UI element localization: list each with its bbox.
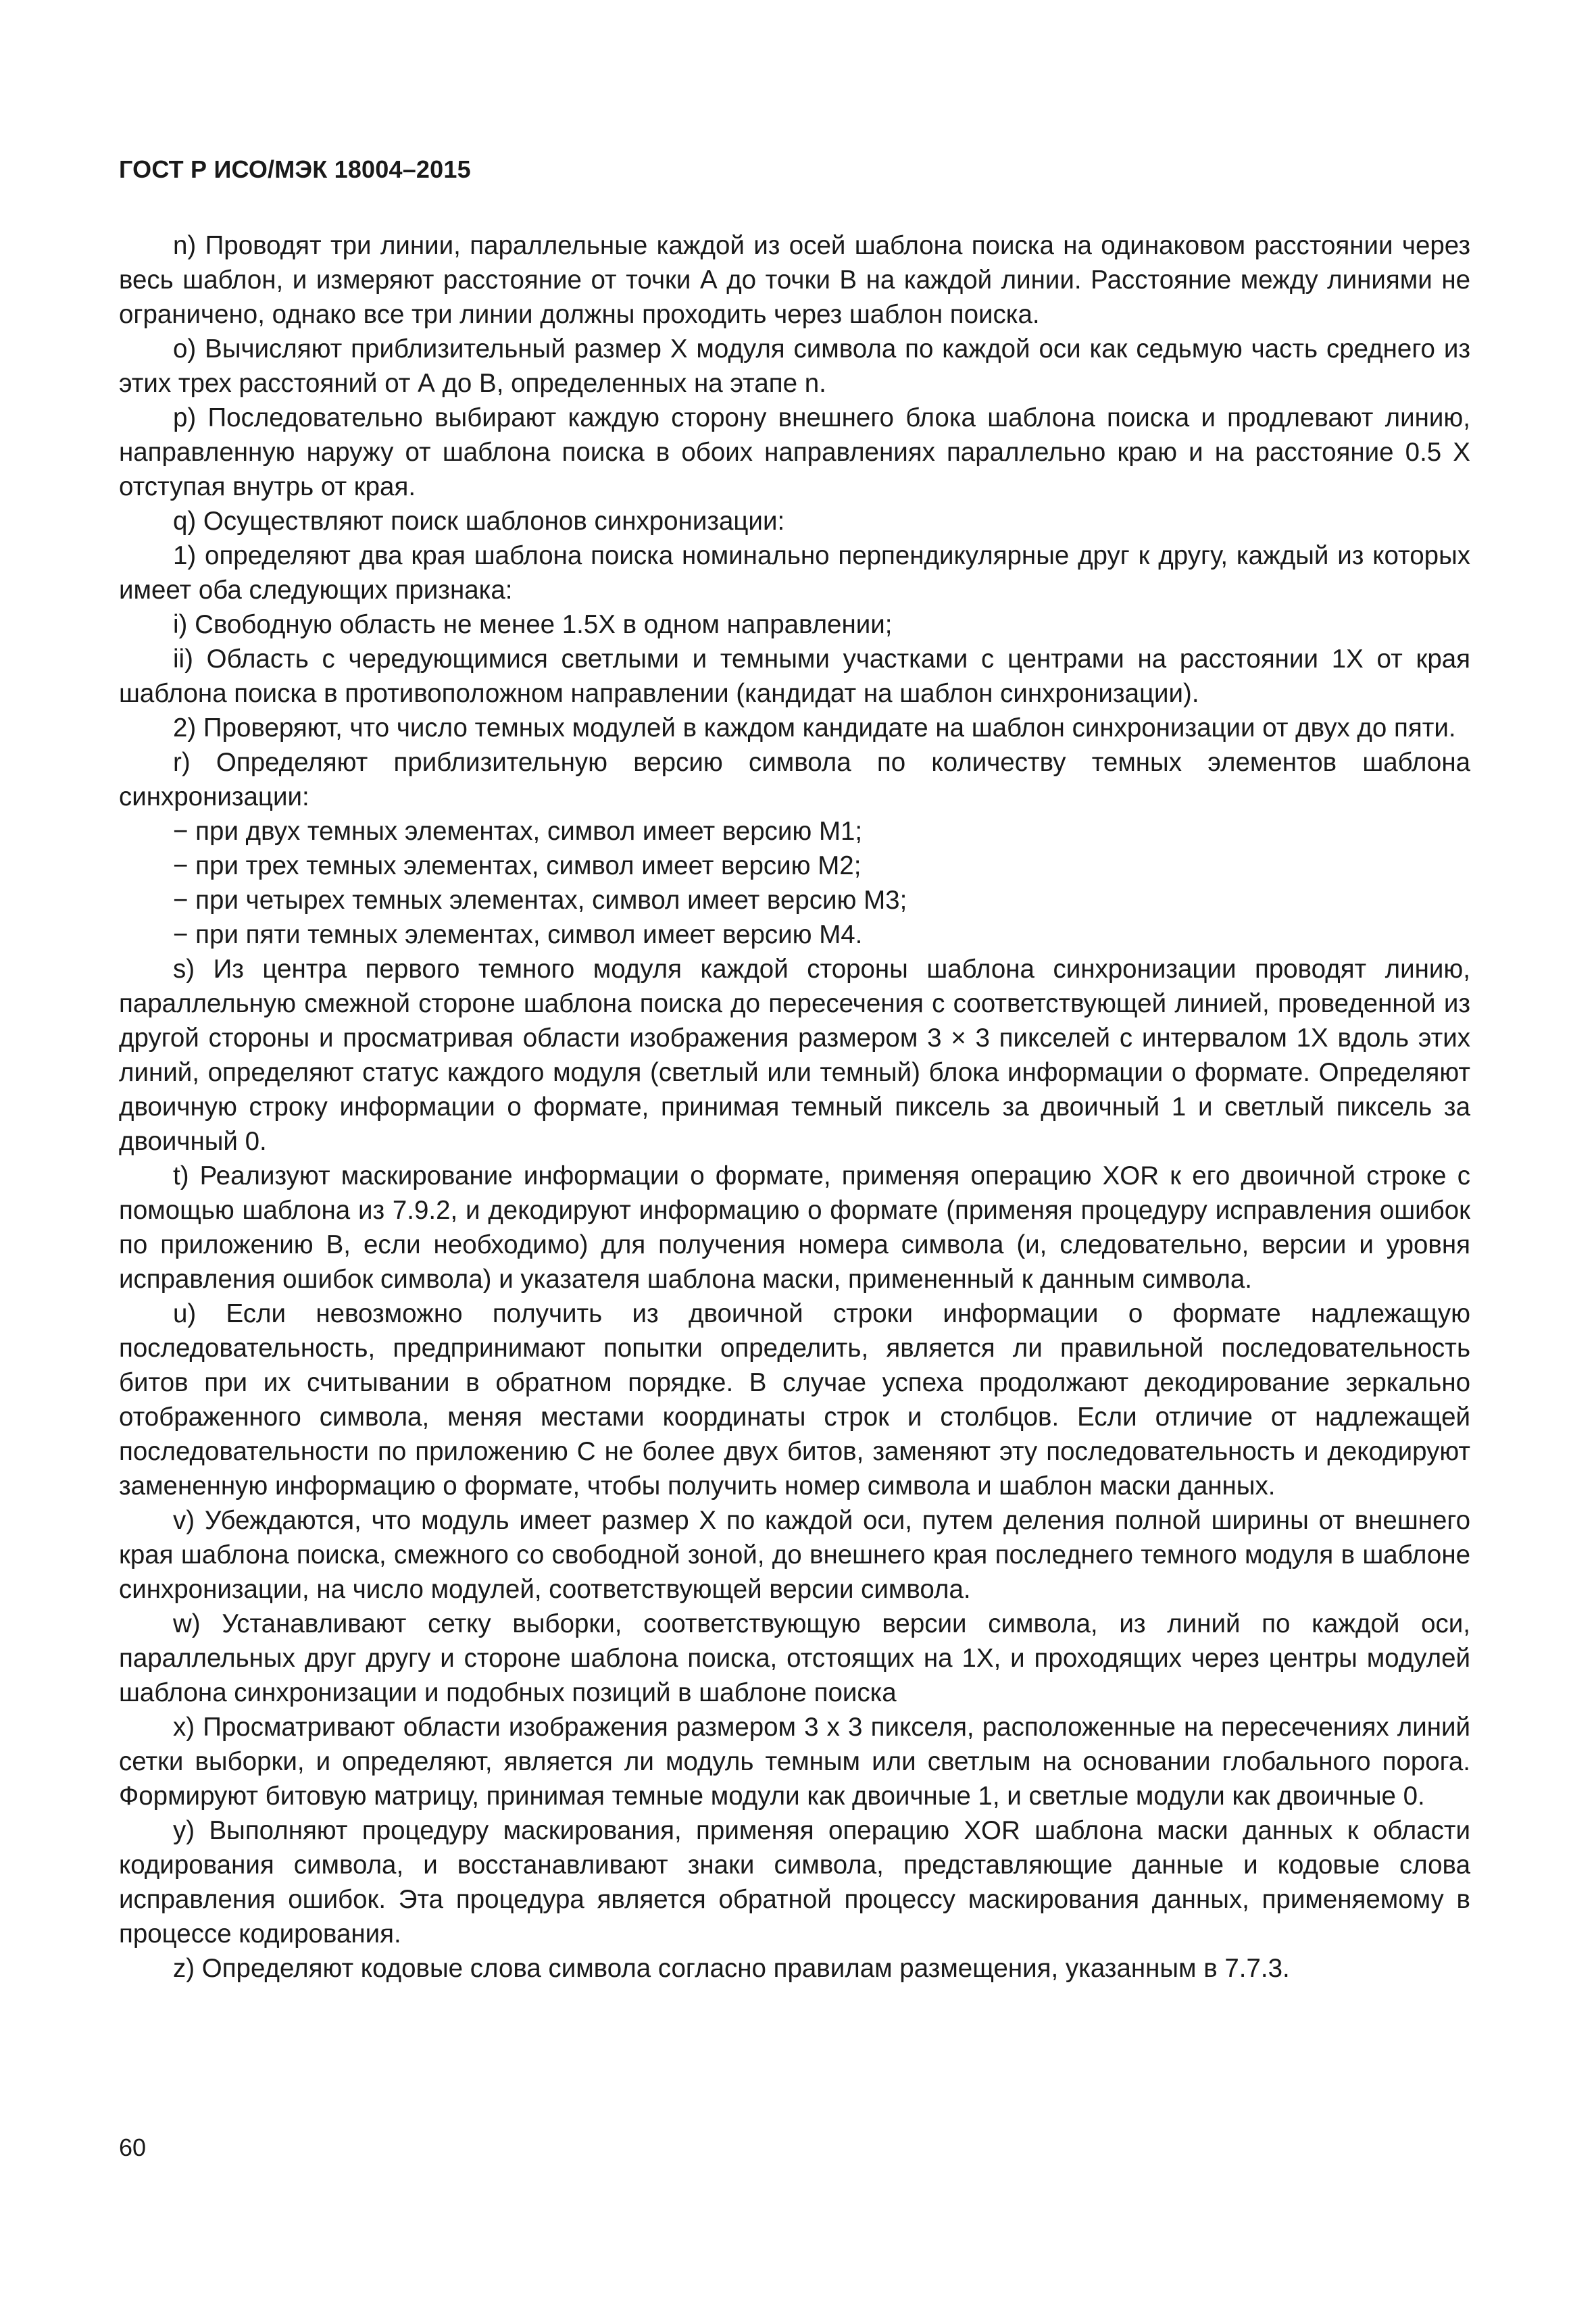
paragraph: − при пяти темных элементах, символ имеет версию M4. — [173, 920, 863, 949]
paragraph: − при двух темных элементах, символ имеет версию M1; — [173, 817, 863, 846]
paragraph: p) Последовательно выбирают каждую сторону внешнего блока шаблона поиска и продлевают линию, направленную наружу от шаблона поиска в обоих направлениях параллельно краю и на расстояние 0.5 X отступая внутрь от края. — [119, 403, 1470, 501]
paragraph: 1) определяют два края шаблона поиска номинально перпендикулярные друг к другу, каждый из которых имеет оба следующих признака: — [119, 541, 1470, 605]
paragraph: 2) Проверяют, что число темных модулей в каждом кандидате на шаблон синхронизации от двух до пяти. — [173, 713, 1456, 743]
paragraph: t) Реализуют маскирование информации о формате, применяя операцию XOR к его двоичной строке с помощью шаблона из 7.9.2, и декодируют информацию о формате (применяя процедуру исправления ошибок по приложению В, если необходимо) для получения номера символа (и, следовательно, версии и уровня исправления ошибок символа) и указателя шаблона маски, примененный к данным символа. — [119, 1161, 1470, 1294]
paragraph: ii) Область с чередующимися светлыми и темными участками с центрами на расстоянии 1X от края шаблона поиска в противоположном направлении (кандидат на шаблон синхронизации). — [119, 645, 1470, 708]
paragraph: x) Просматривают области изображения размером 3 x 3 пикселя, расположенные на пересечениях линий сетки выборки, и определяют, является ли модуль темным или светлым на основании глобального порога. Формируют битовую матрицу, принимая темные модули как двоичные 1, и светлые модули как двоичные 0. — [119, 1713, 1470, 1811]
paragraph: q) Осуществляют поиск шаблонов синхронизации: — [173, 507, 785, 536]
paragraph: z) Определяют кодовые слова символа согласно правилам размещения, указанным в 7.7.3. — [173, 1954, 1290, 1983]
paragraph: o) Вычисляют приблизительный размер X модуля символа по каждой оси как седьмую часть среднего из этих трех расстояний от А до В, определенных на этапе n. — [119, 334, 1470, 398]
paragraph: s) Из центра первого темного модуля каждой стороны шаблона синхронизации проводят линию, параллельную смежной стороне шаблона поиска до пересечения с соответствующей линией, проведенной из другой стороны и просматривая области изображения размером 3 × 3 пикселей с интервалом 1X вдоль этих линий, определяют статус каждого модуля (светлый или темный) блока информации о формате. Определяют двоичную строку информации о формате, принимая темный пиксель за двоичный 1 и светлый пиксель за двоичный 0. — [119, 955, 1470, 1156]
paragraph: − при четырех темных элементах, символ имеет версию M3; — [173, 886, 907, 915]
paragraph: u) Если невозможно получить из двоичной строки информации о формате надлежащую последовательность, предпринимают попытки определить, является ли правильной последовательность битов при их считывании в обратном порядке. В случае успеха продолжают декодирование зеркально отображенного символа, меняя местами координаты строк и столбцов. Если отличие от надлежащей последовательности по приложению С не более двух битов, заменяют эту последовательность и декодируют замененную информацию о формате, чтобы получить номер символа и шаблон маски данных. — [119, 1299, 1470, 1501]
paragraph: n) Проводят три линии, параллельные каждой из осей шаблона поиска на одинаковом расстоянии через весь шаблон, и измеряют расстояние от точки А до точки В на каждой линии. Расстояние между линиями не ограничено, однако все три линии должны проходить через шаблон поиска. — [119, 231, 1470, 329]
paragraph: − при трех темных элементах, символ имеет версию M2; — [173, 851, 862, 880]
document-body — [119, 228, 1470, 1986]
paragraph: y) Выполняют процедуру маскирования, применяя операцию XOR шаблона маски данных к области кодирования символа, и восстанавливают знаки символа, представляющие данные и кодовые слова исправления ошибок. Эта процедура является обратной процессу маскирования данных, применяемому в процессе кодирования. — [119, 1816, 1470, 1948]
page-number: 60 — [119, 2134, 147, 2161]
paragraph: v) Убеждаются, что модуль имеет размер X по каждой оси, путем деления полной ширины от внешнего края шаблона поиска, смежного со свободной зоной, до внешнего края последнего темного модуля в шаблоне синхронизации, на число модулей, соответствующей версии символа. — [119, 1506, 1470, 1604]
paragraph: w) Устанавливают сетку выборки, соответствующую версии символа, из линий по каждой оси, параллельных друг другу и стороне шаблона поиска, отстоящих на 1X, и проходящих через центры модулей шаблона синхронизации и подобных позиций в шаблоне поиска — [119, 1609, 1470, 1707]
paragraph: r) Определяют приблизительную версию символа по количеству темных элементов шаблона синхронизации: — [119, 748, 1470, 811]
paragraph: i) Свободную область не менее 1.5X в одном направлении; — [173, 610, 893, 639]
document-header: ГОСТ Р ИСО/МЭК 18004–2015 — [119, 155, 471, 183]
